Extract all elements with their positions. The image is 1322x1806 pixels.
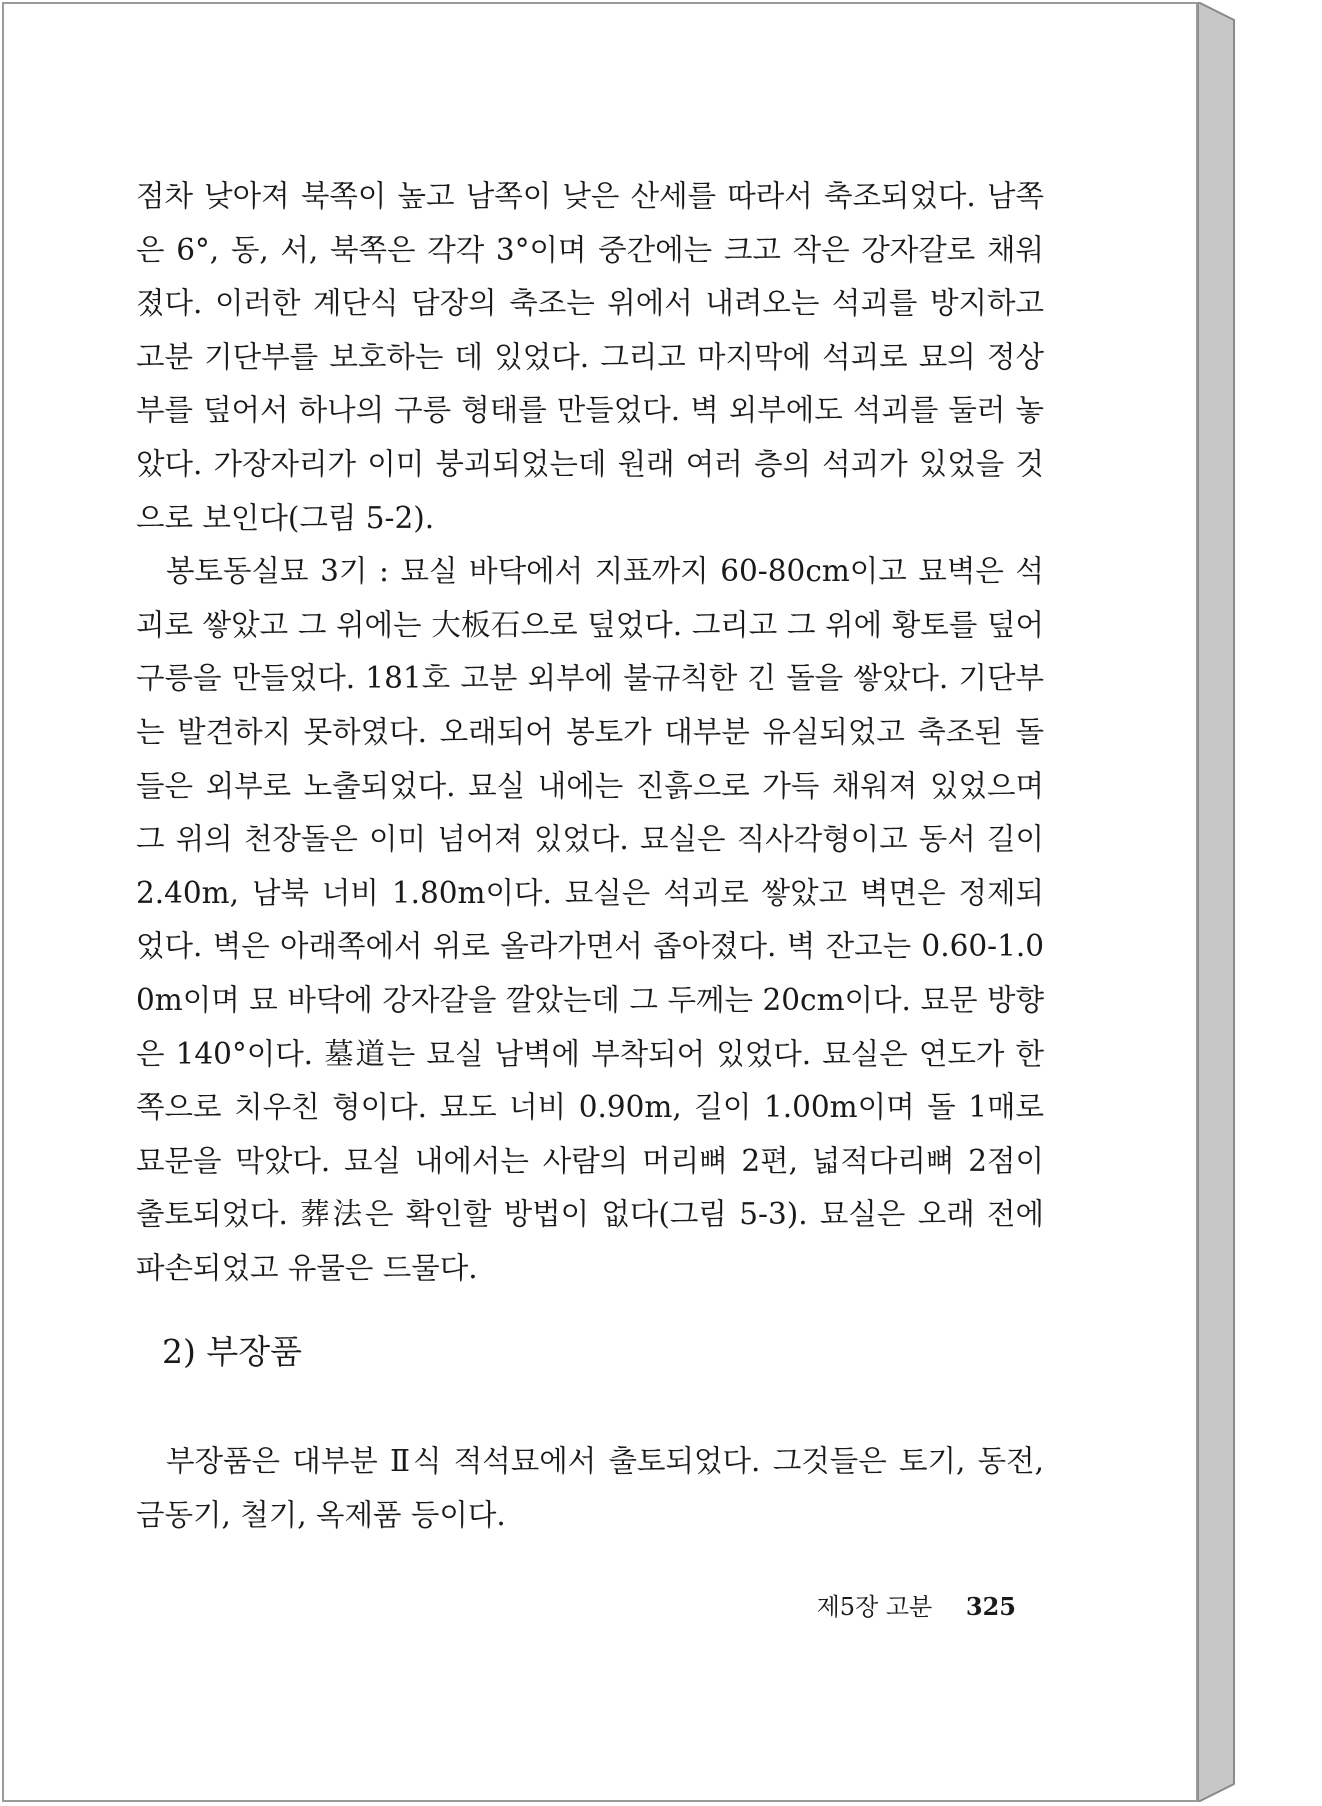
- page-footer: [760, 1592, 1016, 1622]
- paragraph-continued: 점차 낮아져 북쪽이 높고 남쪽이 낮은 산세를 따라서 축조되었다. 남쪽은 6°, 동, 서, 북쪽은 각각 3°이며 중간에는 크고 작은 강자갈로 채워졌다. 이러한 계단식 담장의 축조는 위에서 내려오는 석괴를 방지하고 고분 기단부를 보호하는 데 있었다. 그리고 마지막에 석괴로 묘의 정상부를 덮어서 하나의 구릉 형태를 만들었다. 벽 외부에도 석괴를 둘러 놓았다. 가장자리가 이미 붕괴되었는데 원래 여러 층의 석괴가 있었을 것으로 보인다(그림 5-2).: [136, 179, 1044, 535]
- page-edge-decoration: [1198, 2, 1242, 1802]
- body-text: [136, 170, 1044, 1295]
- chapter-title: 제5장 고분: [816, 1593, 933, 1621]
- paragraph-tomb-description: 봉토동실묘 3기 : 묘실 바닥에서 지표까지 60-80cm이고 묘벽은 석괴로 쌓았고 그 위에는 大板石으로 덮었다. 그리고 그 위에 황토를 덮어 구릉을 만들었다. 181호 고분 외부에 불규칙한 긴 돌을 쌓았다. 기단부는 발견하지 못하였다. 오래되어 봉토가 대부분 유실되었고 축조된 돌들은 외부로 노출되었다. 묘실 내에는 진흙으로 가득 채워져 있었으며 그 위의 천장돌은 이미 넘어져 있었다. 묘실은 직사각형이고 동서 길이 2.40m, 남북 너비 1.80m이다. 묘실은 석괴로 쌓았고 벽면은 정제되었다. 벽은 아래쪽에서 위로 올라가면서 좁아졌다. 벽 잔고는 0.60-1.00m이며 묘 바닥에 강자갈을 깔았는데 그 두께는 20cm이다. 묘문 방향은 140°이다. 墓道는 묘실 남벽에 부착되어 있었다. 묘실은 연도가 한쪽으로 치우친 형이다. 묘도 너비 0.90m, 길이 1.00m이며 돌 1매로 묘문을 막았다. 묘실 내에서는 사람의 머리뼈 2편, 넓적다리뼈 2점이 출토되었다. 葬法은 확인할 방법이 없다(그림 5-3). 묘실은 오래 전에 파손되었고 유물은 드물다.: [136, 554, 1044, 1285]
- page-edge-shape: [1198, 2, 1242, 1802]
- page-number: 325: [965, 1592, 1016, 1621]
- section-heading: 2) 부장품: [162, 1332, 302, 1371]
- section-paragraph: 부장품은 대부분 Ⅱ식 적석묘에서 출토되었다. 그것들은 토기, 동전, 금동기, 철기, 옥제품 등이다.: [136, 1444, 1044, 1532]
